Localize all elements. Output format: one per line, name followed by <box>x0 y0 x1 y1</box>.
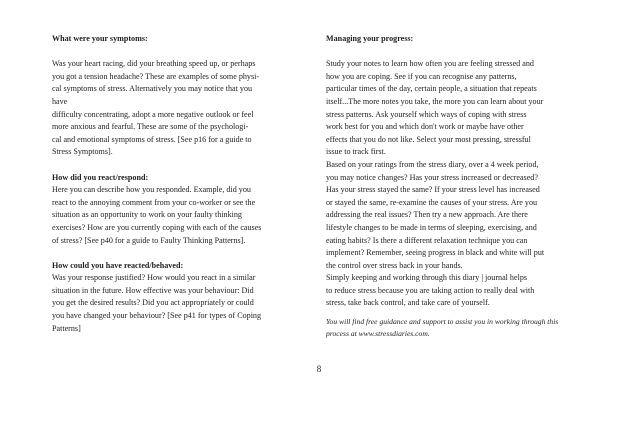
text-line: Here you can describe how you responded. Example, did you <box>52 185 251 195</box>
text-line: Study your notes to learn how often you are feeling stressed and <box>326 59 534 69</box>
text-line: Stress Symptoms]. <box>52 147 113 157</box>
text-line: stress patterns. Ask yourself which ways of coping with stress <box>326 109 527 119</box>
text-line: of stress? [See p40 for a guide to Faulty Thinking Patterns]. <box>52 235 246 245</box>
text-line: react to the annoying comment from your co-worker or see the <box>52 197 256 207</box>
text-line: you have changed your behaviour? [See p41 for types of Coping <box>52 311 262 321</box>
progress-heading: Managing your progress: <box>326 34 414 43</box>
text-line: itself...The more notes you take, the more you can learn about your <box>326 96 544 106</box>
text-line: issue to track first. <box>326 147 386 157</box>
text-line: implement? Remember, seeing progress in black and white will put <box>326 248 545 258</box>
text-line: effects that you do not like. Select your most pressing, stressful <box>326 134 531 144</box>
text-line: the control over stress back in your hands. <box>326 260 463 270</box>
note-line: You will find free guidance and support to assist you in working through this <box>326 317 559 327</box>
text-line: situation in the future. How effective was your behaviour: Did <box>52 285 254 295</box>
left-column <box>52 33 307 335</box>
text-line: Simply keeping and working through this diary | journal helps <box>326 273 528 283</box>
symptoms-body <box>52 58 307 159</box>
text-line: eating habits? Is there a different relaxation technique you can <box>326 235 528 245</box>
text-line: to reduce stress because you are taking action to really deal with <box>326 285 535 295</box>
text-line: addressing the real issues? Then try a new approach. Are there <box>326 210 528 220</box>
text-line: exercises? How are you currently coping with each of the causes <box>52 222 262 232</box>
text-line: you got a tension headache? These are examples of some physi- <box>52 71 260 81</box>
text-line: Based on your ratings from the stress diary, over a 4 week period, <box>326 159 539 169</box>
note-line: process at www.stressdiaries.com. <box>326 328 430 338</box>
behaved-heading: How could you have reacted/behaved: <box>52 260 184 270</box>
progress-body <box>326 58 594 310</box>
text-line: cal symptoms of stress. Alternatively you may notice that you <box>52 84 253 94</box>
text-line: Was your heart racing, did your breathing speed up, or perhaps <box>52 59 256 69</box>
symptoms-heading: What were your symptoms: <box>52 34 148 43</box>
text-line: particular times of the day, certain people, a situation that repeats <box>326 84 537 94</box>
text-line: more anxious and fearful. These are some of the psychologi- <box>52 122 249 132</box>
text-line: work best for you and which don't work or maybe have other <box>326 122 524 132</box>
text-line: have <box>52 96 68 106</box>
behaved-body <box>52 272 307 335</box>
text-line: lifestyle changes to be made in terms of sleeping, exercising, and <box>326 222 537 232</box>
text-line: cal and emotional symptoms of stress. [See p16 for a guide to <box>52 134 252 144</box>
right-column <box>326 33 594 340</box>
guidance-note <box>326 316 594 340</box>
page-number: 8 <box>316 364 322 374</box>
text-line: situation as an opportunity to work on your faulty thinking <box>52 210 242 220</box>
text-line: difficulty concentrating, adopt a more negative outlook or feel <box>52 109 254 119</box>
text-line: stress, take back control, and take care of yourself. <box>326 298 490 308</box>
text-line: you get the desired results? Did you act appropriately or could <box>52 298 254 308</box>
text-line: how you are coping. See if you can recognise any patterns, <box>326 71 517 81</box>
text-line: or stayed the same, re-examine the causes of your stress. Are you <box>326 197 538 207</box>
text-line: Was your response justified? How would you react in a similar <box>52 273 256 283</box>
react-body <box>52 184 307 247</box>
text-line: you may notice changes? Has your stress increased or decreased? <box>326 172 538 182</box>
text-line: Has your stress stayed the same? If your stress level has increased <box>326 185 540 195</box>
react-heading: How did you react/respond: <box>52 172 149 182</box>
text-line: Patterns] <box>52 323 81 333</box>
